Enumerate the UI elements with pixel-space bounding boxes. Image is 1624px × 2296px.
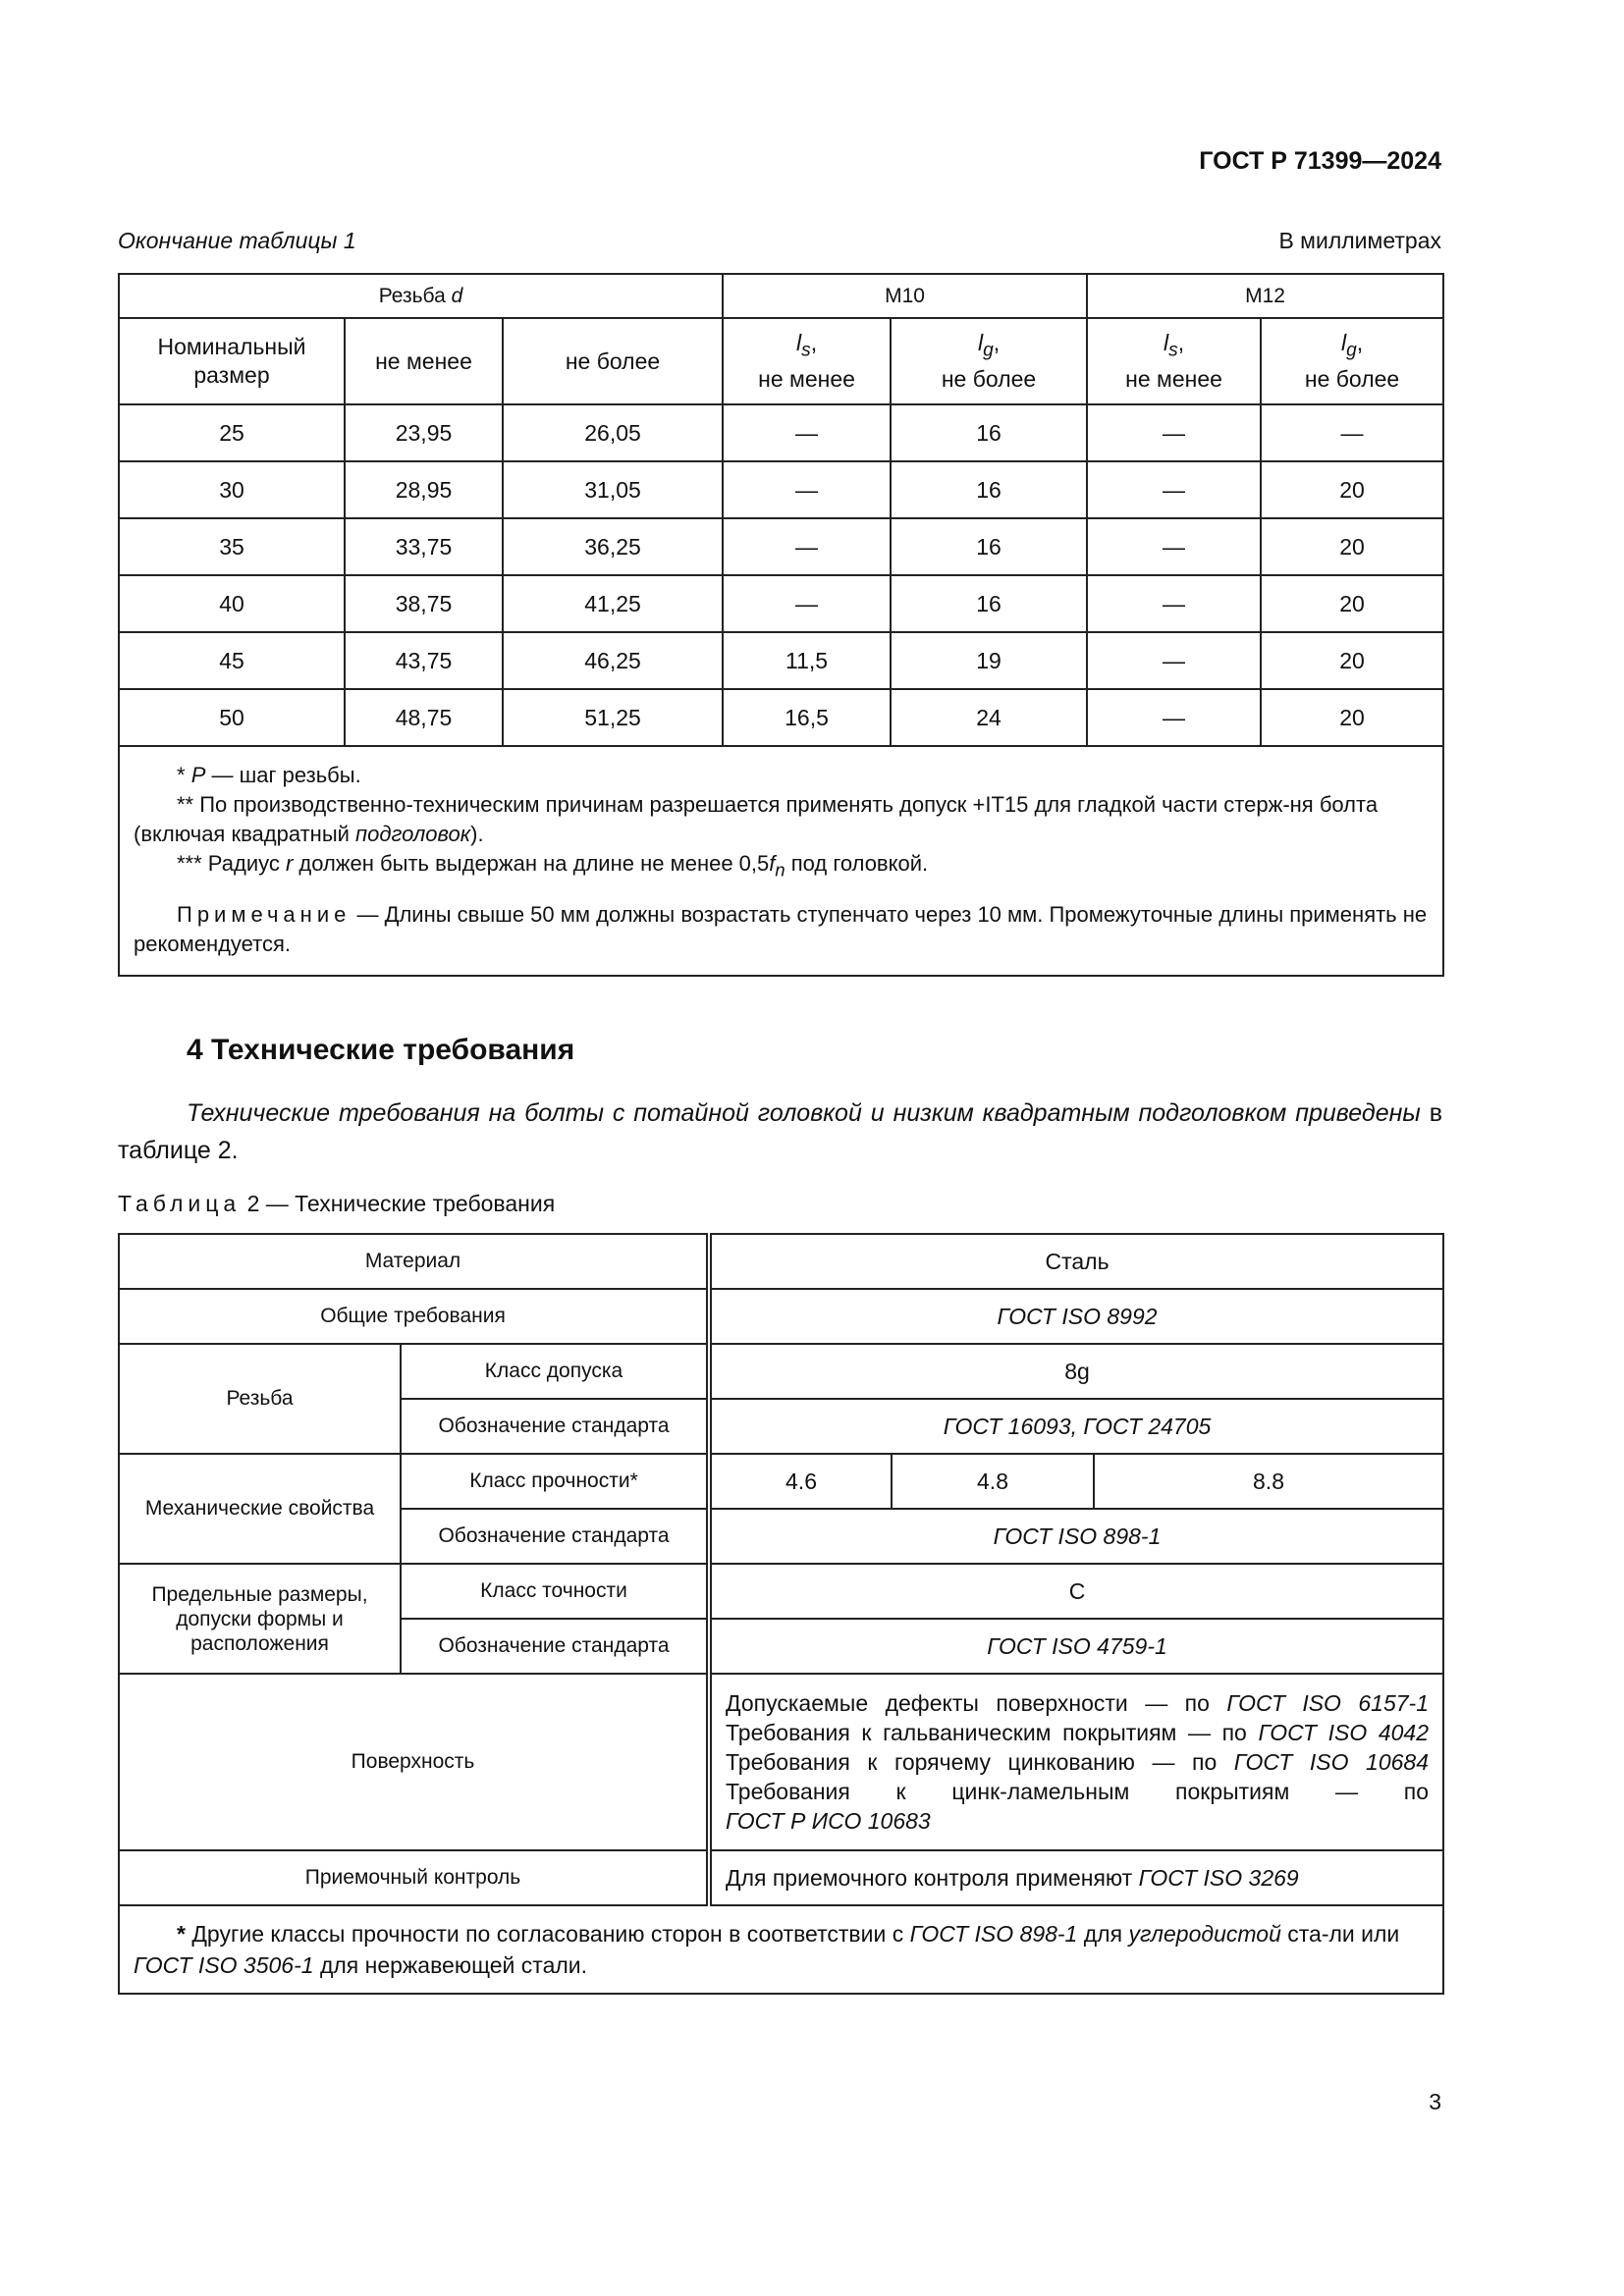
table-cell: 51,25 bbox=[503, 689, 723, 746]
table-cell: 20 bbox=[1261, 518, 1443, 575]
table-cell: 30 bbox=[119, 461, 345, 518]
table-cell: 45 bbox=[119, 632, 345, 689]
thread-standard-value: ГОСТ 16093, ГОСТ 24705 bbox=[709, 1399, 1443, 1454]
table-row bbox=[119, 1234, 1443, 1289]
strength-class-value: 4.8 bbox=[892, 1454, 1094, 1509]
table-cell: 48,75 bbox=[345, 689, 503, 746]
table-row bbox=[119, 518, 1443, 575]
limits-standard-label: Обозначение стандарта bbox=[401, 1619, 709, 1674]
strength-class-label: Класс прочности* bbox=[401, 1454, 709, 1509]
tolerance-class-label: Класс допуска bbox=[401, 1344, 709, 1399]
table-cell: 43,75 bbox=[345, 632, 503, 689]
table-cell: 16 bbox=[891, 461, 1087, 518]
m12-header-cell: M12 bbox=[1087, 274, 1443, 318]
table-cell: — bbox=[1087, 575, 1261, 632]
table-row bbox=[119, 404, 1443, 461]
max-header: не более bbox=[503, 318, 723, 404]
table-cell: — bbox=[723, 518, 891, 575]
table-cell: — bbox=[723, 461, 891, 518]
thread-header-cell: Резьба d bbox=[119, 274, 723, 318]
section-paragraph: Технические требования на болты с потайной головкой и низким квадратным подголовком приведены в таблице 2. bbox=[118, 1099, 1442, 1164]
table-cell: 33,75 bbox=[345, 518, 503, 575]
table1-units-caption: В миллиметрах bbox=[1278, 228, 1441, 253]
section-heading: 4 Технические требования bbox=[187, 1034, 575, 1066]
table-cell: — bbox=[1087, 404, 1261, 461]
footnote-3: *** Радиус r должен быть выдержан на длине не менее $0,5f_n$ под головкой. bbox=[177, 851, 929, 881]
surface-label: Поверхность bbox=[119, 1674, 709, 1850]
table-cell: 50 bbox=[119, 689, 345, 746]
table-row bbox=[119, 1850, 1443, 1905]
table-cell: 23,95 bbox=[345, 404, 503, 461]
table-cell: 20 bbox=[1261, 461, 1443, 518]
table-cell: 19 bbox=[891, 632, 1087, 689]
surface-line: Допускаемые дефекты поверхности — по ГОСТ ISO 6157-1 bbox=[726, 1690, 1430, 1716]
table2-caption: Таблица 2 — Технические требования bbox=[118, 1191, 556, 1216]
table-cell: — bbox=[1087, 689, 1261, 746]
material-label: Материал bbox=[119, 1234, 709, 1289]
m12-lg-header: $l_g$, не более bbox=[1261, 318, 1443, 404]
table-row bbox=[119, 632, 1443, 689]
table1-header-row bbox=[119, 274, 1443, 318]
table-cell: — bbox=[1261, 404, 1443, 461]
strength-class-value: 8.8 bbox=[1094, 1454, 1443, 1509]
accuracy-class-value: C bbox=[709, 1564, 1443, 1619]
surface-line: Требования к цинк-ламельным покрытиям — по bbox=[726, 1779, 1430, 1804]
limits-label: Предельные размеры, допуски формы и расположения bbox=[119, 1564, 401, 1674]
m10-header-cell: M10 bbox=[723, 274, 1087, 318]
table-row bbox=[119, 1674, 1443, 1850]
table-cell: 24 bbox=[891, 689, 1087, 746]
table1-continuation-caption: Окончание таблицы 1 bbox=[118, 228, 356, 253]
table-cell: 40 bbox=[119, 575, 345, 632]
table-cell: — bbox=[1087, 518, 1261, 575]
table-cell: — bbox=[1087, 461, 1261, 518]
table-cell: 31,05 bbox=[503, 461, 723, 518]
thread-label: Резьба bbox=[119, 1344, 401, 1454]
technical-requirements-table bbox=[118, 1233, 1444, 1995]
table2-footnote-row bbox=[119, 1905, 1443, 1994]
dimensions-table bbox=[118, 273, 1444, 977]
material-value: Сталь bbox=[709, 1234, 1443, 1289]
table-cell: 28,95 bbox=[345, 461, 503, 518]
table-cell: 11,5 bbox=[723, 632, 891, 689]
m10-ls-header: $l_s$, не менее bbox=[723, 318, 891, 404]
mechanical-properties-label: Механические свойства bbox=[119, 1454, 401, 1564]
table-cell: 38,75 bbox=[345, 575, 503, 632]
surface-line: Требования к гальваническим покрытиям — по ГОСТ ISO 4042 bbox=[726, 1720, 1429, 1745]
table-cell: 25 bbox=[119, 404, 345, 461]
table-row bbox=[119, 1454, 1443, 1509]
table1-subheader-row bbox=[119, 318, 1443, 404]
surface-line: Требования к горячему цинкованию — по ГОСТ ISO 10684 bbox=[726, 1749, 1429, 1775]
table-cell: 46,25 bbox=[503, 632, 723, 689]
footnote-1: * P — шаг резьбы. bbox=[177, 763, 361, 787]
table1-notes-row bbox=[119, 746, 1443, 976]
thread-standard-label: Обозначение стандарта bbox=[401, 1399, 709, 1454]
table-row bbox=[119, 1344, 1443, 1399]
footnote-2: ** По производственно-техническим причинам разрешается применять допуск +IT15 для гладкой части стерж-ня болта (включая квадратный подголовок). bbox=[134, 792, 1379, 846]
min-header: не менее bbox=[345, 318, 503, 404]
nominal-size-header: Номинальный размер bbox=[119, 318, 345, 404]
table-cell: 41,25 bbox=[503, 575, 723, 632]
limits-standard-value: ГОСТ ISO 4759-1 bbox=[709, 1619, 1443, 1674]
mechanical-standard-value: ГОСТ ISO 898-1 bbox=[709, 1509, 1443, 1564]
table-cell: 16,5 bbox=[723, 689, 891, 746]
table-cell: 20 bbox=[1261, 632, 1443, 689]
table-row bbox=[119, 461, 1443, 518]
accuracy-class-label: Класс точности bbox=[401, 1564, 709, 1619]
table-cell: 36,25 bbox=[503, 518, 723, 575]
table-cell: 16 bbox=[891, 575, 1087, 632]
page-number: 3 bbox=[1429, 2089, 1441, 2114]
acceptance-label: Приемочный контроль bbox=[119, 1850, 709, 1905]
table-cell: — bbox=[723, 575, 891, 632]
table-cell: 16 bbox=[891, 404, 1087, 461]
table-cell: 16 bbox=[891, 518, 1087, 575]
table1-notes-cell bbox=[119, 746, 1443, 976]
table-cell: — bbox=[1087, 632, 1261, 689]
table-cell: 26,05 bbox=[503, 404, 723, 461]
mechanical-standard-label: Обозначение стандарта bbox=[401, 1509, 709, 1564]
table1-remark: Примечание — Длины свыше 50 мм должны возрастать ступенчато через 10 мм. Промежуточные длины применять не рекомендуется. bbox=[134, 902, 1428, 957]
tolerance-class-value: 8g bbox=[709, 1344, 1443, 1399]
surface-line: ГОСТ Р ИСО 10683 bbox=[726, 1808, 931, 1834]
table-cell: 35 bbox=[119, 518, 345, 575]
acceptance-value: Для приемочного контроля применяют ГОСТ ISO 3269 bbox=[709, 1850, 1443, 1905]
table-cell: 20 bbox=[1261, 575, 1443, 632]
m10-lg-header: $l_g$, не более bbox=[891, 318, 1087, 404]
surface-requirements bbox=[709, 1674, 1443, 1850]
strength-class-value: 4.6 bbox=[709, 1454, 892, 1509]
table-row bbox=[119, 1289, 1443, 1344]
table-cell: 20 bbox=[1261, 689, 1443, 746]
document-code: ГОСТ Р 71399—2024 bbox=[1199, 147, 1441, 175]
table-cell: — bbox=[723, 404, 891, 461]
m12-ls-header: $l_s$, не менее bbox=[1087, 318, 1261, 404]
footnote-text: * Другие классы прочности по согласованию сторон в соответствии с ГОСТ ISO 898-1 для углеродистой ста-ли или ГОСТ ISO 3506-1 для нержавеющей стали. bbox=[134, 1921, 1400, 1978]
general-requirements-value: ГОСТ ISO 8992 bbox=[709, 1289, 1443, 1344]
general-requirements-label: Общие требования bbox=[119, 1289, 709, 1344]
table-row bbox=[119, 1564, 1443, 1619]
table-row bbox=[119, 575, 1443, 632]
table-row bbox=[119, 689, 1443, 746]
table2-footnote bbox=[119, 1905, 1443, 1994]
